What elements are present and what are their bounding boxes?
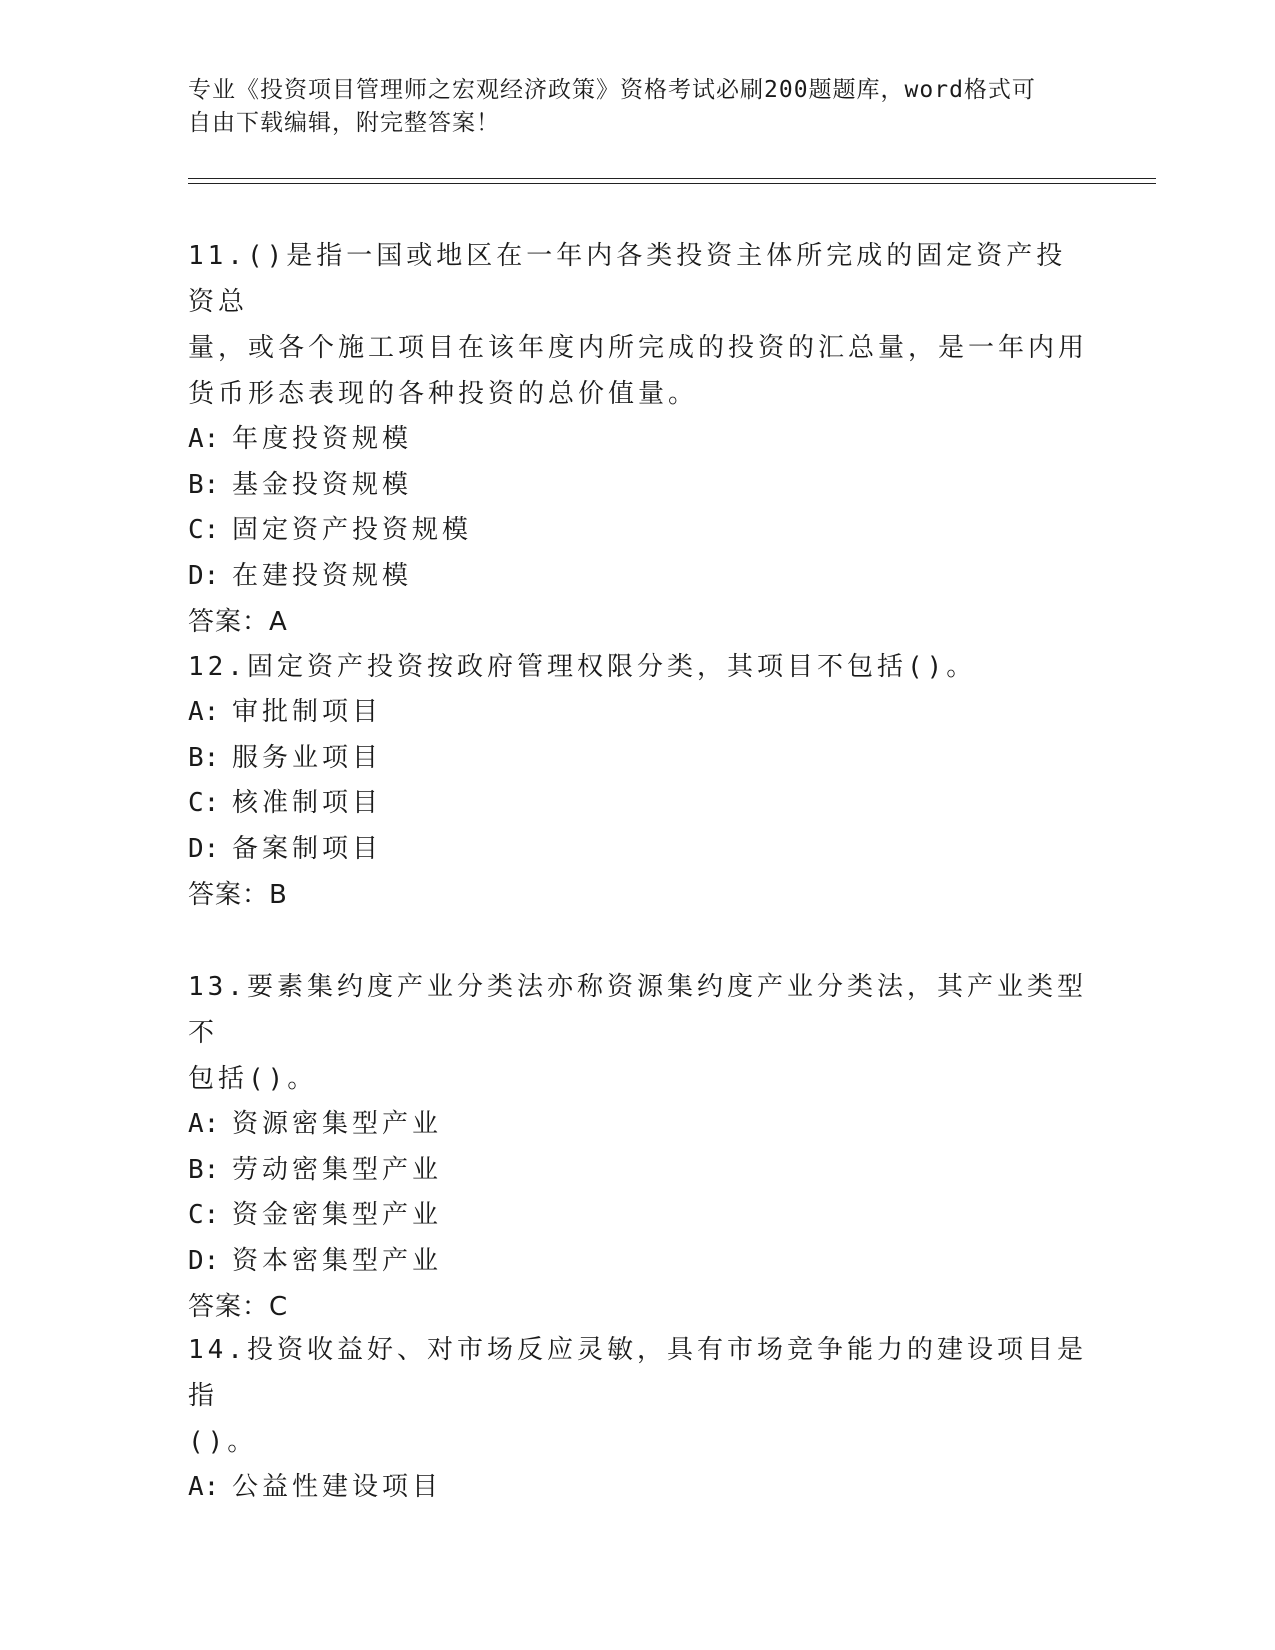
option-text: 资金密集型产业 bbox=[232, 1200, 443, 1230]
answer-line: 答案：C bbox=[188, 1292, 289, 1322]
option-text: 备案制项目 bbox=[232, 833, 383, 864]
option-text: 资本密集型产业 bbox=[232, 1245, 443, 1276]
option-b bbox=[188, 1148, 1088, 1194]
option-letter: A: bbox=[188, 697, 220, 727]
option-letter: C: bbox=[188, 1200, 220, 1230]
option-letter: B: bbox=[188, 1154, 220, 1185]
question-11 bbox=[188, 233, 1088, 645]
header-divider-bottom bbox=[188, 183, 1156, 184]
option-letter: D: bbox=[188, 833, 220, 864]
option-text: 审批制项目 bbox=[232, 697, 383, 727]
question-stem-line: 14.投资收益好、对市场反应灵敏，具有市场竞争能力的建设项目是指 bbox=[188, 1335, 1087, 1411]
question-stem-line: 包括()。 bbox=[188, 1064, 318, 1094]
option-letter: A: bbox=[188, 1109, 220, 1139]
option-text: 基金投资规模 bbox=[232, 469, 413, 500]
option-letter: D: bbox=[188, 560, 220, 591]
question-stem-line: 货币形态表现的各种投资的总价值量。 bbox=[188, 379, 699, 409]
option-letter: D: bbox=[188, 1245, 220, 1276]
header-divider-top bbox=[188, 178, 1156, 179]
option-text: 在建投资规模 bbox=[232, 560, 413, 591]
option-a bbox=[188, 1102, 1088, 1148]
question-14 bbox=[188, 1327, 1088, 1511]
option-b bbox=[188, 463, 1088, 509]
option-a bbox=[188, 417, 1088, 463]
question-stem-line: ()。 bbox=[188, 1427, 258, 1457]
answer-line: 答案：A bbox=[188, 607, 288, 637]
option-letter: A: bbox=[188, 424, 220, 454]
option-a bbox=[188, 1465, 1088, 1511]
header-line-2: 自由下载编辑，附完整答案！ bbox=[188, 110, 500, 136]
question-13 bbox=[188, 964, 1088, 1330]
option-text: 核准制项目 bbox=[232, 788, 383, 818]
option-text: 劳动密集型产业 bbox=[232, 1154, 443, 1185]
question-stem-line: 11.()是指一国或地区在一年内各类投资主体所完成的固定资产投资总 bbox=[188, 241, 1067, 317]
option-text: 服务业项目 bbox=[232, 742, 383, 773]
option-letter: B: bbox=[188, 742, 220, 773]
option-letter: A: bbox=[188, 1472, 220, 1502]
option-a bbox=[188, 690, 1088, 736]
header-line-1: 专业《投资项目管理师之宏观经济政策》资格考试必刷200题题库，word格式可 bbox=[188, 77, 1036, 103]
option-letter: C: bbox=[188, 515, 220, 545]
question-12 bbox=[188, 644, 1088, 918]
option-d bbox=[188, 827, 1088, 873]
option-d bbox=[188, 554, 1088, 600]
option-c bbox=[188, 1193, 1088, 1239]
option-c bbox=[188, 508, 1088, 554]
answer-line: 答案：B bbox=[188, 880, 288, 910]
option-text: 公益性建设项目 bbox=[232, 1472, 443, 1502]
document-header bbox=[188, 74, 1068, 140]
option-text: 年度投资规模 bbox=[232, 424, 413, 454]
option-text: 固定资产投资规模 bbox=[232, 515, 473, 545]
option-c bbox=[188, 781, 1088, 827]
option-letter: C: bbox=[188, 788, 220, 818]
option-d bbox=[188, 1239, 1088, 1285]
option-letter: B: bbox=[188, 469, 220, 500]
question-stem-line: 12.固定资产投资按政府管理权限分类，其项目不包括()。 bbox=[188, 652, 977, 682]
question-stem-line: 13.要素集约度产业分类法亦称资源集约度产业分类法，其产业类型不 bbox=[188, 972, 1087, 1048]
option-text: 资源密集型产业 bbox=[232, 1109, 443, 1139]
option-b bbox=[188, 736, 1088, 782]
question-stem-line: 量，或各个施工项目在该年度内所完成的投资的汇总量，是一年内用 bbox=[188, 333, 1089, 363]
